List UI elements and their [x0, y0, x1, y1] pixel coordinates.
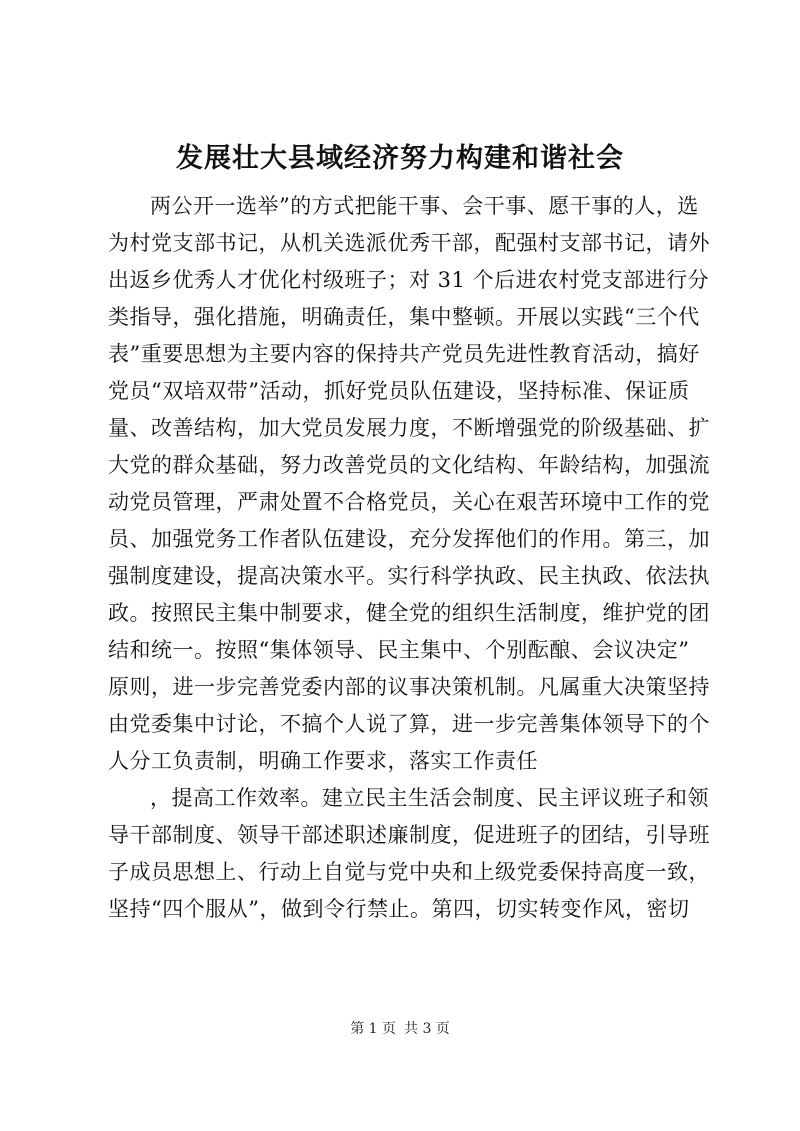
page-total: 共 3 页	[404, 1021, 450, 1037]
body-line: 强制度建设，提高决策水平。实行科学执政、民主执政、依法执	[108, 564, 710, 588]
body-line: 两公开一选举”的方式把能干事、会干事、愿干事的人，选	[150, 194, 699, 218]
page-number: 第 1 页	[350, 1021, 396, 1037]
document-body	[108, 188, 708, 928]
body-line: 为村党支部书记，从机关选派优秀干部，配强村支部书记，请外	[108, 231, 710, 255]
body-line: 员、加强党务工作者队伍建设，充分发挥他们的作用。第三，加	[108, 527, 710, 551]
body-line: ，提高工作效率。建立民主生活会制度、民主评议班子和领	[150, 786, 709, 810]
body-line: 党员“双培双带”活动，抓好党员队伍建设，坚持标准、保证质	[108, 379, 690, 403]
body-line: 人分工负责制，明确工作要求，落实工作责任	[108, 749, 538, 773]
body-line: 由党委集中讨论，不搞个人说了算，进一步完善集体领导下的个	[108, 712, 710, 736]
body-line: 表”重要思想为主要内容的保持共产党员先进性教育活动，搞好	[108, 342, 700, 366]
document-title: 发展壮大县域经济努力构建和谐社会	[176, 143, 624, 174]
body-line: 导干部制度、领导干部述职述廉制度，促进班子的团结，引导班	[108, 823, 710, 847]
body-line: 出返乡优秀人才优化村级班子；对 31 个后进农村党支部进行分	[108, 268, 710, 292]
body-line: 原则，进一步完善党委内部的议事决策机制。凡属重大决策坚持	[108, 675, 710, 699]
body-line: 子成员思想上、行动上自觉与党中央和上级党委保持高度一致，	[108, 860, 710, 884]
body-line: 坚持“四个服从”，做到令行禁止。第四，切实转变作风，密切	[108, 897, 690, 921]
body-line: 量、改善结构，加大党员发展力度，不断增强党的阶级基础、扩	[108, 416, 710, 440]
body-line: 大党的群众基础，努力改善党员的文化结构、年龄结构，加强流	[108, 453, 710, 477]
body-line: 动党员管理，严肃处置不合格党员，关心在艰苦环境中工作的党	[108, 490, 710, 514]
body-line: 结和统一。按照“集体领导、民主集中、个别酝酿、会议决定”	[108, 638, 690, 662]
body-line: 类指导，强化措施，明确责任，集中整顿。开展以实践“三个代	[108, 305, 700, 329]
body-line: 政。按照民主集中制要求，健全党的组织生活制度，维护党的团	[108, 601, 710, 625]
page-footer	[0, 1019, 800, 1039]
